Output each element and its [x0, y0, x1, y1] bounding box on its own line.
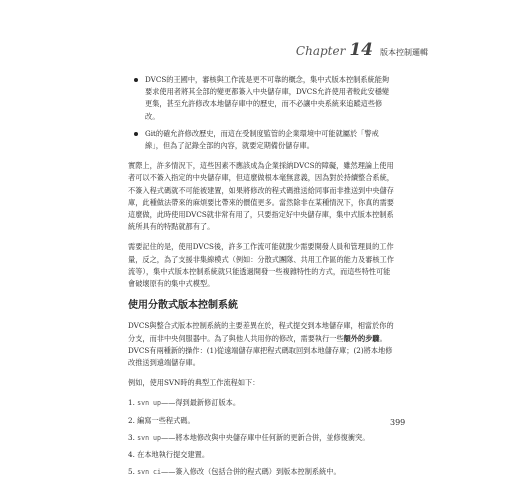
- bullet-list: [128, 74, 396, 152]
- chapter-number: 14: [349, 40, 373, 60]
- step-number: 4.: [128, 450, 135, 460]
- chapter-word: Chapter: [295, 44, 346, 58]
- chapter-header: [296, 40, 428, 60]
- intro-bold-text: 額外的步驟: [343, 333, 380, 343]
- step-number: 3.: [128, 432, 135, 442]
- step-command: svn ci: [137, 468, 161, 477]
- intro-text-continued: 。DVCS有兩種新的操作：(1)從遠端儲存庫把程式碼取回到本地儲存庫；(2)將本地修改推送到遠端儲存庫。: [128, 333, 393, 368]
- section-intro: [128, 320, 396, 369]
- workflow-steps: [128, 397, 396, 478]
- bullet-item: Git的確允許修改歷史，而這在受制度監管的企業環境中可能就屬於「警戒線」，但為了記錄全部的內容，就要定期備份儲存庫。: [128, 128, 396, 152]
- step-text: ——將本地修改與中央儲存庫中任何新的更新合併，並修復衝突。: [160, 432, 370, 442]
- step-text: ——簽入修改（包括合併的程式碼）到版本控制系統中。: [160, 467, 341, 477]
- section-heading: 使用分散式版本控制系統: [128, 300, 238, 312]
- step-text: 在本地執行提交建置。: [137, 450, 210, 460]
- step-number: 2.: [128, 415, 135, 425]
- step-number: 1.: [128, 398, 135, 408]
- example-intro: 例如，使用SVN時的典型工作流程如下：: [128, 378, 260, 388]
- workflow-step: [128, 466, 396, 478]
- page-body: [128, 74, 396, 483]
- chapter-title: 版本控制邏輯: [380, 48, 428, 57]
- workflow-step: [128, 432, 396, 444]
- workflow-step: [128, 449, 396, 461]
- page-number: 399: [390, 418, 406, 427]
- step-command: svn up: [137, 399, 161, 408]
- workflow-step: [128, 415, 396, 427]
- paragraph: 實際上，許多情況下，這些因素不應該成為企業採納DVCS的障礙，雖然理論上使用者可以不簽入指定的中央儲存庫，但這麼做根本毫無意義，因為對於持續整合系統，不簽入程式碼就不可能被建置，如果將修改的程式碼推送給同事而非推送到中央儲存庫，此種做法帶來的麻煩要比帶來的價值更多。當然除非在某種情況下，你真的需要這麼做，此時使用DVCS就非常有用了，只要指定好中央儲存庫，集中式版本控制系統所具有的特點就都有了。: [128, 161, 394, 232]
- step-text: 編寫一些程式碼。: [137, 415, 195, 425]
- paragraph: 需要記住的是，使用DVCS後，許多工作流可能就脫少需要開發人員和管理員的工作量，反之，為了支援非集線模式（例如：分散式團隊、共用工作區的能力及審核工作流等），集中式版本控制系統就只能透過開發一些複雜特性的方式，而這些特性可能會破壞原有的集中式模型。: [128, 242, 394, 289]
- step-command: svn up: [137, 433, 161, 442]
- step-number: 5.: [128, 467, 135, 477]
- intro-text: DVCS與整合式版本控制系統的主要差異在於，程式提交到本地儲存庫，相當於你的分支，而非中央伺服器中。為了與他人共用你的修改，需要執行一些: [128, 321, 394, 343]
- step-text: ——得到最新修訂版本。: [160, 398, 241, 408]
- workflow-step: [128, 397, 396, 409]
- bullet-item: DVCS的王國中，審核與工作流是更不可靠的概念，集中式版本控制系統能夠要求使用者將其全部的變更都簽入中央儲存庫，DVCS允許使用者較此安穩變更集，甚至允許修改本地儲存庫中的歷史，而不必讓中央系統來追蹤這些修改。: [128, 74, 396, 123]
